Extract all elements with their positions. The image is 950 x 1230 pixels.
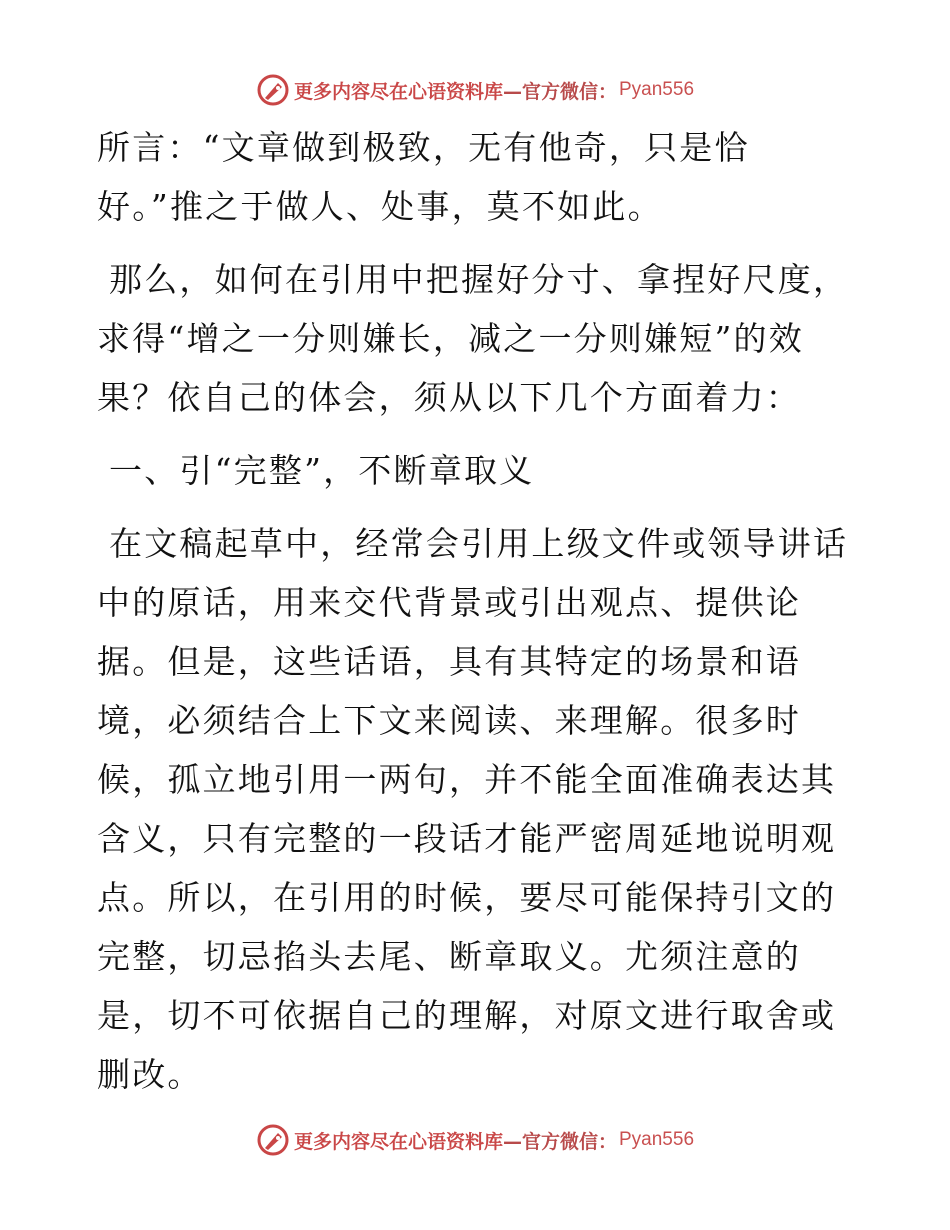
section-heading-1: 一、引“完整”，不断章取义 <box>109 451 535 490</box>
footer-watermark <box>0 1120 950 1160</box>
watermark-sub-text: —官方微信： <box>502 1130 617 1153</box>
pen-nib-logo-icon <box>256 73 290 107</box>
pen-nib-logo-icon <box>256 1123 290 1157</box>
watermark-main-text: 更多内容尽在心语资料库 <box>293 1130 503 1153</box>
paragraph-1: 所言：“文章做到极致，无有他奇，只是恰好。”推之于做人、处事，莫不如此。 <box>97 128 750 226</box>
watermark-main-text: 更多内容尽在心语资料库 <box>293 80 503 103</box>
paragraph-3: 在文稿起草中，经常会引用上级文件或领导讲话中的原话，用来交代背景或引出观点、提供论据。但是，这些话语，具有其特定的场景和语境，必须结合上下文来阅读、来理解。很多时候，孤立地引用一两句，并不能全面准确表达其含义，只有完整的一段话才能严密周延地说明观点。所以，在引用的时候，要尽可能保持引文的完整，切忌掐头去尾、断章取义。尤须注意的是，切不可依据自己的理解，对原文进行取舍或删改。 <box>97 524 849 1094</box>
watermark-handle: Pyan556 <box>619 1129 695 1150</box>
header-watermark <box>0 70 950 110</box>
paragraph-2: 那么，如何在引用中把握好分寸、拿捏好尺度，求得“增之一分则嫌长，减之一分则嫌短”的效果？依自己的体会，须从以下几个方面着力： <box>97 260 849 417</box>
document-body <box>97 118 857 1104</box>
watermark-sub-text: —官方微信： <box>502 80 617 103</box>
watermark-handle: Pyan556 <box>619 79 695 100</box>
